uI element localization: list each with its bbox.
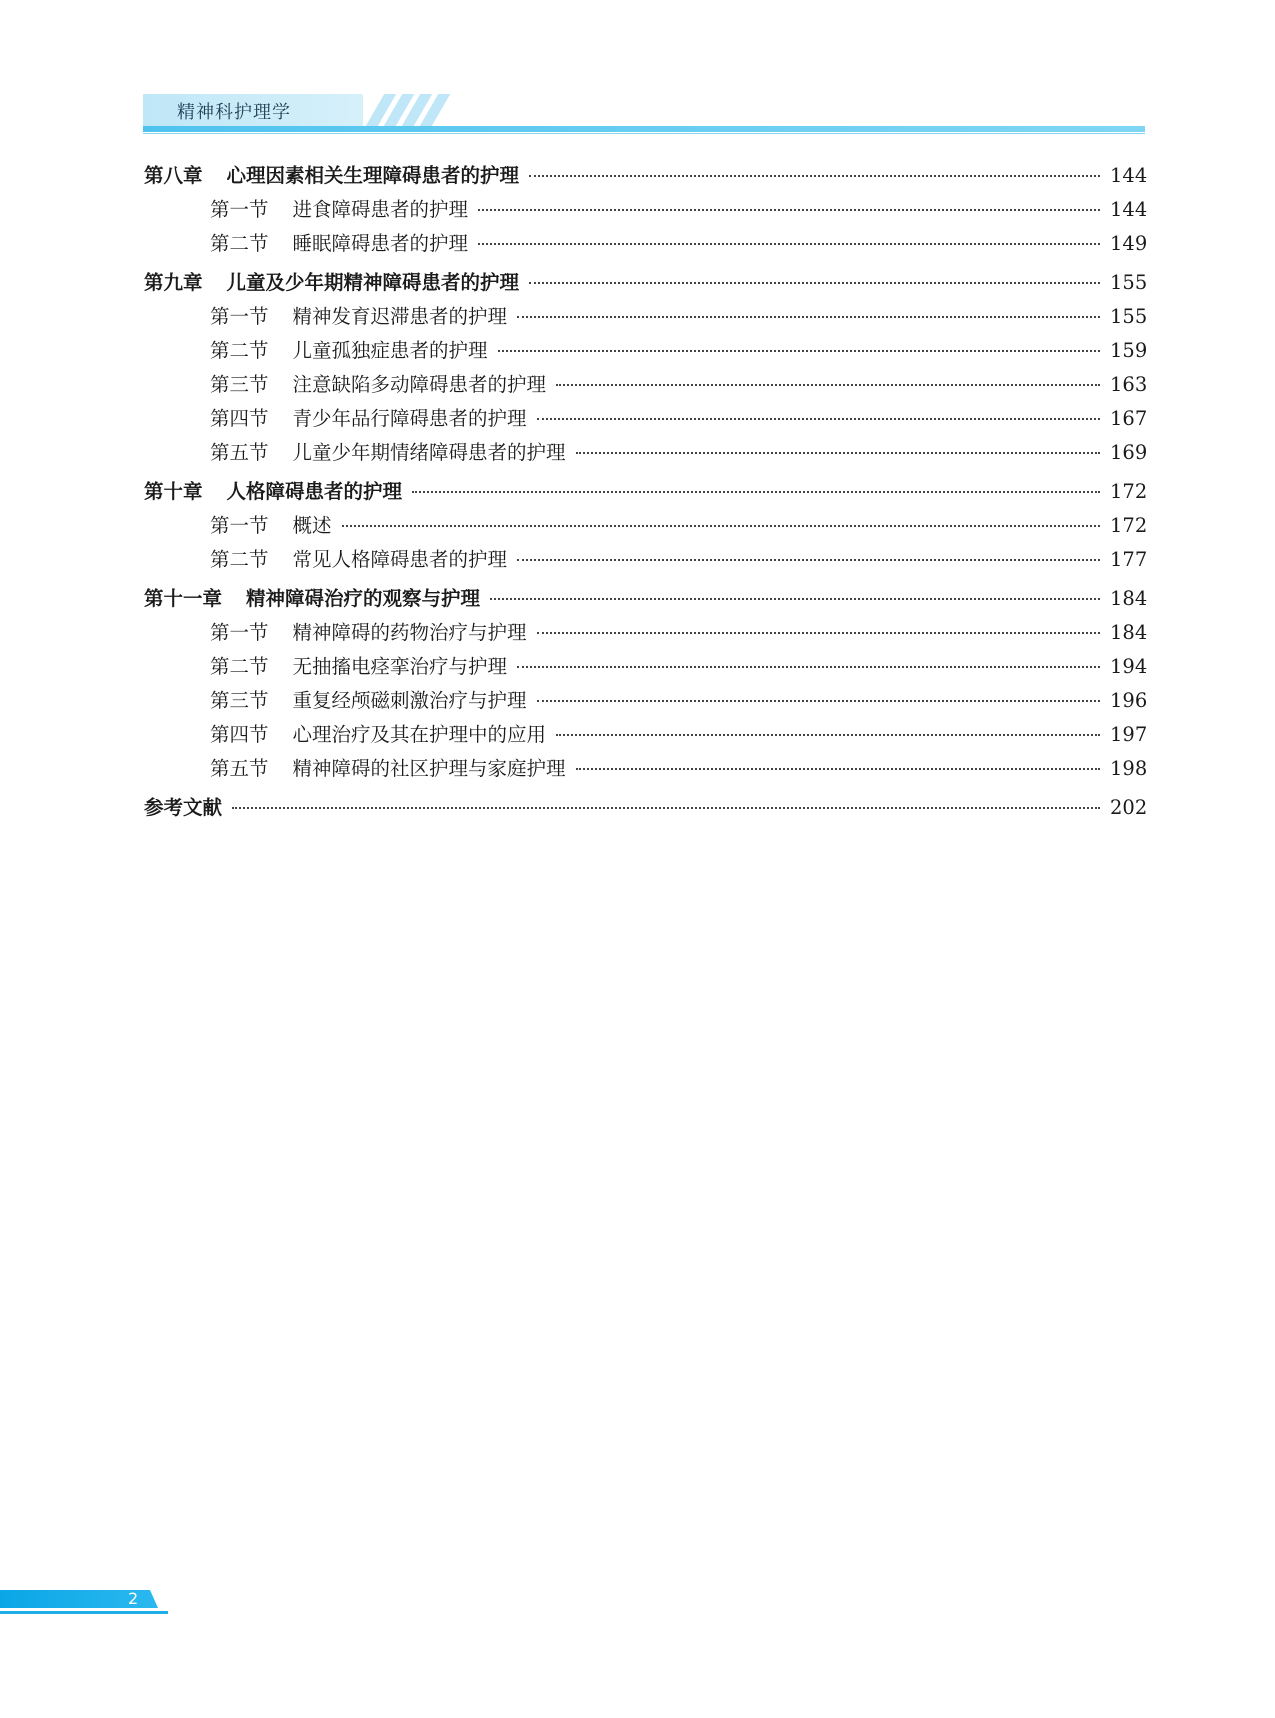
dot-leader (498, 350, 1100, 352)
toc-entry-page: 144 (1110, 164, 1148, 187)
toc-entry-page: 167 (1110, 407, 1148, 430)
toc-entry-title: 心理因素相关生理障碍患者的护理 (226, 164, 520, 187)
toc-entry-page: 163 (1110, 373, 1148, 396)
dot-leader (529, 175, 1100, 177)
toc-entry-number: 第一节 (210, 198, 269, 221)
toc-entry-title: 进食障碍患者的护理 (292, 198, 469, 221)
toc-section-entry[interactable] (144, 194, 1148, 228)
page-number: 2 (128, 1589, 139, 1608)
toc-entry-page: 197 (1110, 723, 1148, 746)
toc-section-entry[interactable] (144, 617, 1148, 651)
toc-section-entry[interactable] (144, 510, 1148, 544)
toc-section-entry[interactable] (144, 437, 1148, 471)
toc-entry-title: 儿童及少年期精神障碍患者的护理 (226, 271, 520, 294)
toc-entry-title: 精神障碍的社区护理与家庭护理 (292, 757, 566, 780)
dot-leader (490, 598, 1100, 600)
dot-leader (537, 632, 1100, 634)
toc-section-entry[interactable] (144, 719, 1148, 753)
toc-entry-number: 第一节 (210, 305, 269, 328)
page-footer (0, 1590, 170, 1616)
dot-leader (529, 282, 1100, 284)
toc-entry-number: 第二节 (210, 548, 269, 571)
dot-leader (517, 666, 1100, 668)
toc-entry-page: 172 (1110, 514, 1148, 537)
footer-rule (0, 1611, 168, 1614)
toc-entry-title: 青少年品行障碍患者的护理 (292, 407, 527, 430)
toc-entry-title: 无抽搐电痉挛治疗与护理 (292, 655, 508, 678)
toc-entry-page: 196 (1110, 689, 1148, 712)
toc-entry-number: 第二节 (210, 339, 269, 362)
toc-entry-title: 精神障碍治疗的观察与护理 (246, 587, 481, 610)
toc-section-entry[interactable] (144, 301, 1148, 335)
toc-section-entry[interactable] (144, 651, 1148, 685)
toc-entry-page: 155 (1110, 271, 1148, 294)
toc-entry-title: 概述 (292, 514, 332, 537)
toc-entry-page: 184 (1110, 587, 1148, 610)
toc-entry-page: 194 (1110, 655, 1148, 678)
toc-entry-number: 第四节 (210, 723, 269, 746)
toc-chapter-entry[interactable] (144, 160, 1148, 194)
toc-section-entry[interactable] (144, 685, 1148, 719)
toc-entry-title: 儿童少年期情绪障碍患者的护理 (292, 441, 566, 464)
dot-leader (342, 525, 1100, 527)
header-rule-thin (143, 133, 1145, 134)
toc-entry-title: 精神障碍的药物治疗与护理 (292, 621, 527, 644)
toc-entry-number: 第八章 (144, 164, 203, 187)
toc-entry-title: 参考文献 (144, 796, 223, 819)
toc-section-entry[interactable] (144, 544, 1148, 578)
table-of-contents (144, 160, 1148, 826)
toc-section-entry[interactable] (144, 369, 1148, 403)
toc-entry-number: 第五节 (210, 757, 269, 780)
toc-chapter-entry[interactable] (144, 792, 1148, 826)
toc-entry-title: 常见人格障碍患者的护理 (292, 548, 508, 571)
toc-entry-number: 第十一章 (144, 587, 223, 610)
dot-leader (412, 491, 1100, 493)
toc-entry-number: 第二节 (210, 655, 269, 678)
toc-entry-page: 202 (1110, 796, 1148, 819)
toc-entry-number: 第二节 (210, 232, 269, 255)
toc-entry-title: 心理治疗及其在护理中的应用 (292, 723, 547, 746)
dot-leader (576, 452, 1100, 454)
header-rule (143, 126, 1145, 132)
toc-entry-page: 184 (1110, 621, 1148, 644)
dot-leader (232, 807, 1100, 809)
toc-entry-number: 第五节 (210, 441, 269, 464)
toc-entry-page: 198 (1110, 757, 1148, 780)
dot-leader (517, 316, 1100, 318)
dot-leader (537, 418, 1100, 420)
toc-entry-page: 169 (1110, 441, 1148, 464)
toc-entry-number: 第三节 (210, 689, 269, 712)
dot-leader (556, 384, 1100, 386)
toc-entry-title: 精神发育迟滞患者的护理 (292, 305, 508, 328)
header-tab (143, 94, 363, 126)
toc-entry-page: 159 (1110, 339, 1148, 362)
book-title: 精神科护理学 (177, 102, 291, 123)
toc-entry-title: 重复经颅磁刺激治疗与护理 (292, 689, 527, 712)
toc-entry-number: 第三节 (210, 373, 269, 396)
toc-entry-page: 177 (1110, 548, 1148, 571)
toc-entry-number: 第一节 (210, 621, 269, 644)
dot-leader (556, 734, 1100, 736)
toc-chapter-entry[interactable] (144, 583, 1148, 617)
dot-leader (517, 559, 1100, 561)
toc-entry-number: 第十章 (144, 480, 203, 503)
toc-entry-page: 155 (1110, 305, 1148, 328)
toc-section-entry[interactable] (144, 228, 1148, 262)
toc-entry-number: 第一节 (210, 514, 269, 537)
toc-entry-number: 第九章 (144, 271, 203, 294)
toc-chapter-entry[interactable] (144, 267, 1148, 301)
dot-leader (478, 209, 1100, 211)
toc-entry-title: 儿童孤独症患者的护理 (292, 339, 488, 362)
page-header (143, 94, 1145, 134)
toc-entry-number: 第四节 (210, 407, 269, 430)
toc-section-entry[interactable] (144, 753, 1148, 787)
toc-entry-page: 149 (1110, 232, 1148, 255)
dot-leader (478, 243, 1100, 245)
dot-leader (576, 768, 1100, 770)
toc-entry-title: 睡眠障碍患者的护理 (292, 232, 469, 255)
toc-entry-title: 注意缺陷多动障碍患者的护理 (292, 373, 547, 396)
toc-entry-title: 人格障碍患者的护理 (226, 480, 403, 503)
toc-section-entry[interactable] (144, 335, 1148, 369)
toc-section-entry[interactable] (144, 403, 1148, 437)
dot-leader (537, 700, 1100, 702)
toc-entry-page: 172 (1110, 480, 1148, 503)
toc-chapter-entry[interactable] (144, 476, 1148, 510)
toc-entry-page: 144 (1110, 198, 1148, 221)
